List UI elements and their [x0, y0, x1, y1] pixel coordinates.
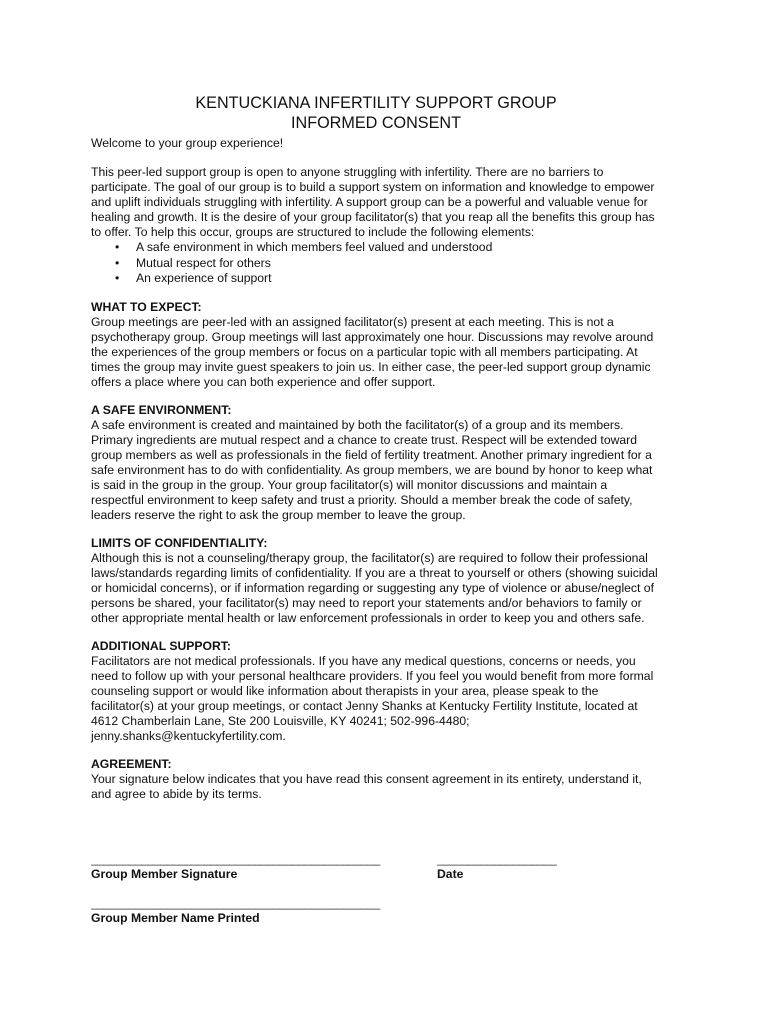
title-line-2: INFORMED CONSENT [291, 114, 461, 132]
consent-document [91, 93, 661, 802]
section-body: Facilitators are not medical professionals. If you have any medical questions, concerns or needs, you need to follow up with your personal healthcare providers. If you feel you would benefit from more formal counseling support or would like information about therapists in your area, please speak to the facilitator(s) at your group meetings, or contact Jenny Shanks at Kentucky Fertility Institute, located at 4612 Chamberlain Lane, Ste 200 Louisville, KY 40241; 502-996-4480; jenny.shanks@kentuckyfertility.com. [91, 653, 654, 743]
section-what-to-expect [91, 300, 661, 390]
name-printed-label: Group Member Name Printed [91, 911, 260, 925]
signature-field[interactable]: ______________________________________________ [91, 852, 380, 866]
section-heading: LIMITS OF CONFIDENTIALITY: [91, 535, 268, 550]
document-title [81, 93, 671, 133]
section-agreement [91, 757, 661, 802]
signature-block [91, 852, 661, 926]
list-item [91, 256, 661, 272]
section-safe-environment [91, 403, 661, 523]
signature-row [91, 852, 661, 882]
bullet-icon: • [115, 240, 120, 254]
list-item-text: An experience of support [136, 271, 272, 285]
name-row [91, 896, 661, 926]
section-body: Although this is not a counseling/therapy group, the facilitator(s) are required to follow their professional laws/standards regarding limits of confidentiality. If you are a threat to yourself or others (showing suicidal or homicidal concerns), or if information regarding or suggesting any type of violence or abuse/neglect of persons be shared, your facilitator(s) may need to report your statements and/or behaviors to family or other appropriate mental health or law enforcement professionals in order to keep you and others safe. [91, 550, 658, 625]
section-limits-of-confidentiality [91, 536, 661, 626]
section-heading: ADDITIONAL SUPPORT: [91, 638, 231, 653]
name-printed-field[interactable]: ______________________________________________ [91, 896, 380, 910]
date-field[interactable]: ___________________ [437, 852, 557, 866]
list-item-text: Mutual respect for others [136, 255, 271, 270]
signature-label: Group Member Signature [91, 867, 238, 881]
section-body: A safe environment is created and maintained by both the facilitator(s) of a group and its members. Primary ingredients are mutual respect and a chance to create trust. Respect will be extended toward group members as well as professionals in the field of fertility treatment. Another primary ingredient for a safe environment has to do with confidentiality. As group members, we are bound by honor to keep what is said in the group in the group. Your group facilitator(s) will monitor discussions and maintain a respectful environment to keep safety and trust a priority. Should a member break the code of safety, leaders reserve the right to ask the group member to leave the group. [91, 417, 653, 522]
section-additional-support [91, 639, 661, 744]
elements-list [91, 240, 661, 287]
intro-paragraph: This peer-led support group is open to anyone struggling with infertility. There are no barriers to participate. The goal of our group is to build a support system on information and knowledge to empower and uplift individuals struggling with infertility. A support group can be a powerful and valuable venue for healing and growth. It is the desire of your group facilitator(s) that you reap all the benefits this group has to offer. To help this occur, groups are structured to include the following elements: [91, 165, 655, 239]
date-label: Date [437, 867, 464, 881]
section-heading: AGREEMENT: [91, 756, 172, 771]
section-heading: WHAT TO EXPECT: [91, 299, 202, 314]
title-line-1: KENTUCKIANA INFERTILITY SUPPORT GROUP [195, 94, 557, 112]
bullet-icon: • [115, 255, 120, 270]
section-body: Your signature below indicates that you have read this consent agreement in its entirety, understand it, and agree to abide by its terms. [91, 771, 642, 801]
section-body: Group meetings are peer-led with an assigned facilitator(s) present at each meeting. This is not a psychotherapy group. Group meetings will last approximately one hour. Discussions may revolve around the experiences of the group members or focus on a particular topic with all members participating. At times the group may invite guest speakers to join us. In either case, the peer-led support group dynamic offers a place where you can both experience and offer support. [91, 314, 654, 389]
welcome-text: Welcome to your group experience! [91, 136, 284, 150]
list-item [91, 240, 661, 256]
list-item-text: A safe environment in which members feel valued and understood [136, 240, 493, 254]
section-heading: A SAFE ENVIRONMENT: [91, 402, 232, 417]
list-item [91, 271, 661, 287]
bullet-icon: • [115, 271, 120, 285]
